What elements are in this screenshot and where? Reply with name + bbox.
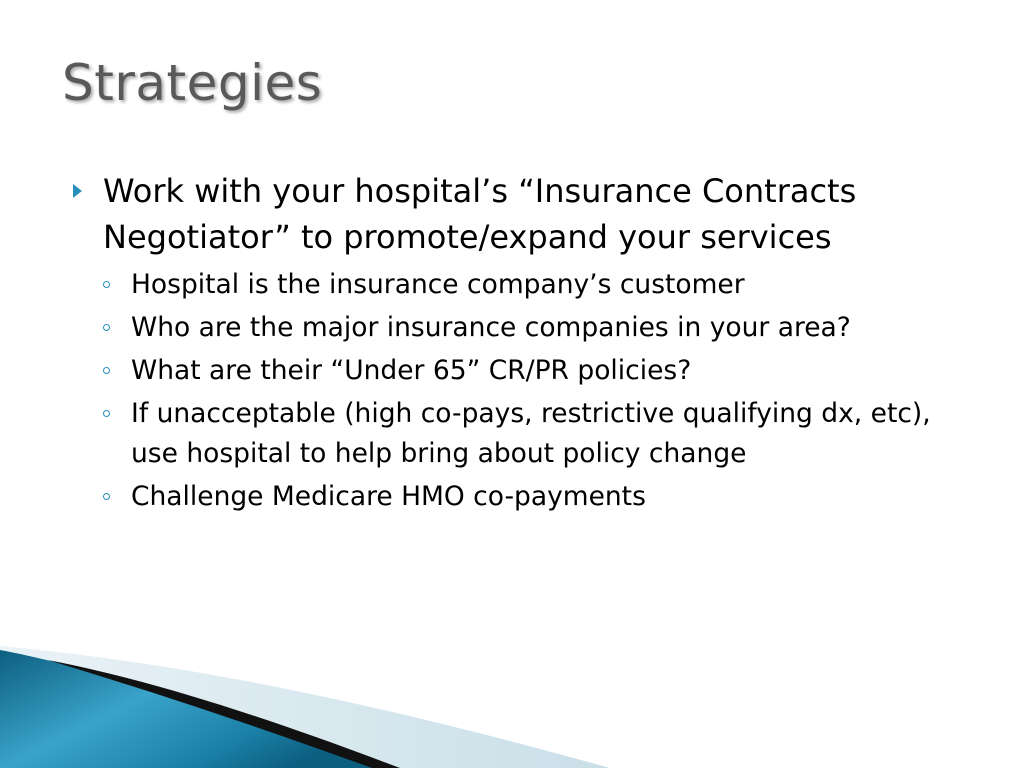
slide-content — [0, 168, 1024, 520]
circle-outline-icon — [103, 324, 110, 331]
circle-outline-icon — [103, 367, 110, 374]
sub-bullet-item — [131, 308, 961, 348]
sub-bullet-text: Challenge Medicare HMO co-payments — [131, 481, 646, 512]
sub-bullet-item — [131, 394, 961, 474]
sub-bullet-item — [131, 477, 961, 517]
sub-bullet-item — [131, 351, 961, 391]
main-bullet — [103, 168, 903, 260]
main-bullet-text: Work with your hospital’s “Insurance Contracts Negotiator” to promote/expand your services — [103, 172, 857, 256]
sub-bullet-list — [0, 265, 1024, 517]
sub-bullet-text: If unacceptable (high co-pays, restrictive qualifying dx, etc), use hospital to help bring about policy change — [131, 398, 931, 469]
triangle-right-icon — [73, 184, 82, 198]
circle-outline-icon — [103, 410, 110, 417]
sub-bullet-text: Hospital is the insurance company’s customer — [131, 269, 745, 300]
circle-outline-icon — [103, 493, 110, 500]
circle-outline-icon — [103, 281, 110, 288]
sub-bullet-text: Who are the major insurance companies in your area? — [131, 312, 851, 343]
sub-bullet-text: What are their “Under 65” CR/PR policies? — [131, 355, 692, 386]
sub-bullet-item — [131, 265, 961, 305]
slide-title: Strategies — [62, 54, 323, 112]
